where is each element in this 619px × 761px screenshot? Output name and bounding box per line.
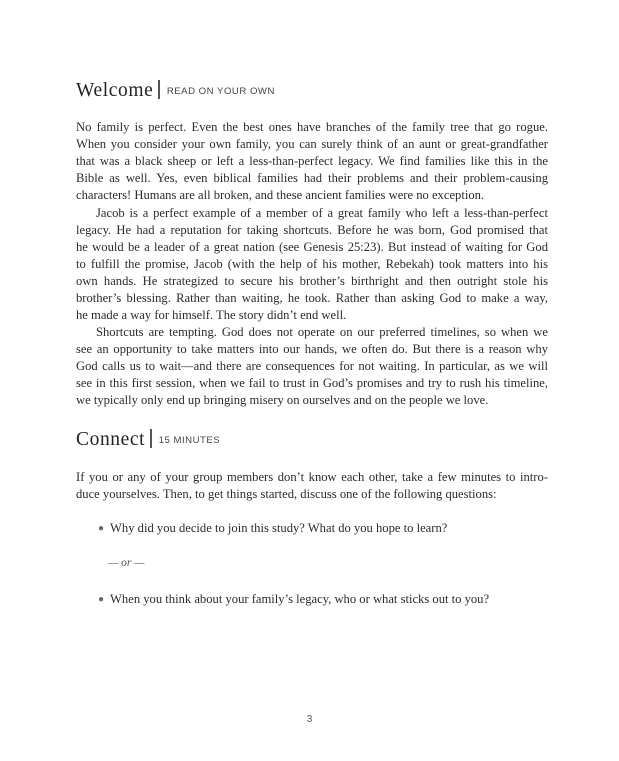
text-line: we typically only end up bringing misery on ourselves and on the people we love. [76,393,489,408]
text-line: When you consider your own family, you can surely think of an aunt or great-grandfather [76,137,548,152]
welcome-subtitle: READ ON YOUR OWN [166,86,275,97]
text-line: Shortcuts are tempting. God does not operate on our preferred timelines, so when we [96,325,548,339]
text-line: that was a black sheep or left a less-than-perfect legacy. We find families like this in the [76,154,548,169]
text-line: to fulfill the promise, Jacob (with the help of his mother, Rebekah) took matters into his [76,256,548,271]
question-item [98,591,489,608]
welcome-title: Welcome [76,80,154,101]
question-item [98,520,447,537]
question-text: Why did you decide to join this study? What do you hope to learn? [110,521,448,535]
connect-intro [76,469,548,503]
text-line: legacy. He had a reputation for taking shortcuts. Before he was born, God promised that [76,222,548,237]
heading-divider [150,429,152,448]
welcome-heading [76,80,275,102]
text-line: Bible as well. Yes, even biblical families had their problems and their problem-causing [76,171,548,186]
text-line: If you or any of your group members don’t know each other, take a few minutes to intro- [76,470,548,484]
connect-title: Connect [76,429,146,450]
connect-subtitle: 15 MINUTES [158,435,221,446]
text-line: he made a way for himself. The story didn’t end well. [76,308,347,323]
text-line: characters! Humans are all broken, and these ancient families were no exception. [76,188,485,203]
welcome-paragraph-1 [76,119,548,204]
text-line: own hands. He strategized to secure his brother’s birthright and then outright stole his [76,273,548,288]
text-line: brother’s blessing. Rather than waiting, he took. Rather than asking God to make a way, [76,290,548,305]
page-number: 3 [306,714,313,725]
text-line: God calls us to wait—and there are consequences for not waiting. In particular, as we will [76,359,548,374]
text-line: see an opportunity to take matters into our hands, we often do. But there is a reason why [76,342,548,357]
bullet-icon: ● [98,594,105,605]
text-line: Jacob is a perfect example of a member of a great family who left a less-than-perfect [96,205,548,220]
or-separator: — or — [108,557,145,569]
welcome-paragraph-3 [76,324,548,409]
text-line: he would be a leader of a great nation (see Genesis 25:23). But instead of waiting for God [76,239,548,254]
heading-divider [158,80,160,99]
text-line: duce yourselves. Then, to get things started, discuss one of the following questions: [76,487,497,502]
welcome-paragraph-2 [76,205,548,325]
connect-heading [76,429,220,451]
question-text: When you think about your family’s legacy, who or what sticks out to you? [110,592,490,606]
text-line: No family is perfect. Even the best ones have branches of the family tree that go rogue. [76,120,548,134]
bullet-icon: ● [98,523,105,534]
text-line: see in this first session, when we fail to trust in God’s promises and try to rush his timeline, [76,376,548,391]
